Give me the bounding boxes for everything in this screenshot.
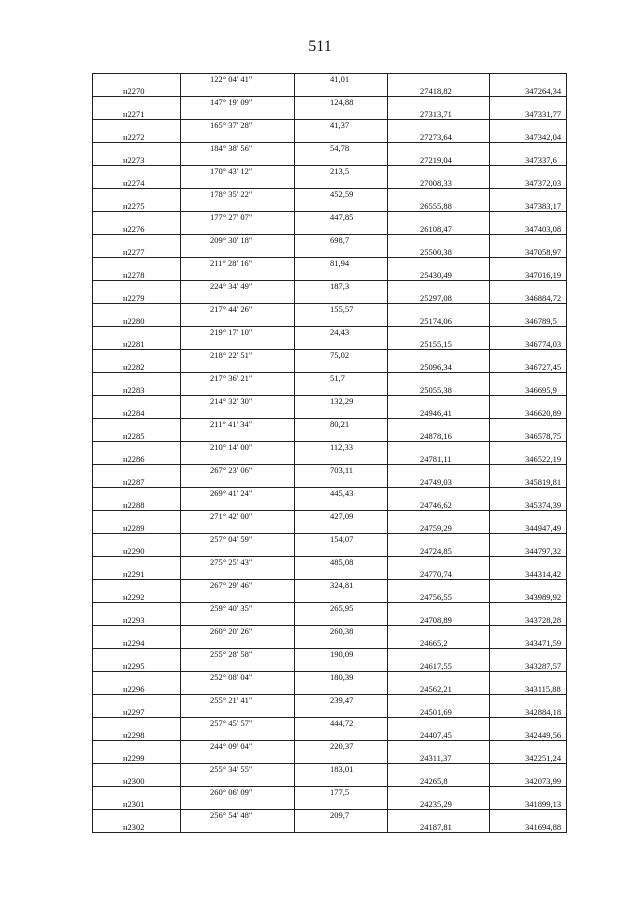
bearing-angle: 219° 17' 10" <box>210 327 253 337</box>
bearing-angle: 217° 44' 26" <box>210 304 253 314</box>
segment-length: 75,02 <box>330 350 350 360</box>
bearing-angle: 267° 23' 06" <box>210 465 253 475</box>
bearing-angle: 184° 38' 56" <box>210 143 253 153</box>
bearing-angle: 218° 22' 51" <box>210 350 253 360</box>
point-id: н2278 <box>123 269 145 280</box>
coord-x: 24311,37 <box>420 752 452 763</box>
point-row <box>93 408 566 420</box>
point-id: н2289 <box>123 522 145 533</box>
segment-length: 239,47 <box>330 695 354 705</box>
coord-y: 346522,19 <box>525 453 562 464</box>
coord-x: 25155,15 <box>420 338 452 349</box>
coord-y: 341694,88 <box>525 821 562 832</box>
bearing-angle: 210° 14' 00" <box>210 442 253 452</box>
coord-y: 346884,72 <box>525 292 562 303</box>
point-id: н2282 <box>123 361 145 372</box>
bearing-angle: 211° 28' 16" <box>210 258 253 268</box>
segment-length: 260,38 <box>330 626 354 636</box>
bearing-angle: 271° 42' 00" <box>210 511 253 521</box>
bearing-angle: 257° 04' 59" <box>210 534 253 544</box>
coord-x: 24724,85 <box>420 545 452 556</box>
segment-row <box>93 258 566 270</box>
segment-row <box>93 603 566 615</box>
segment-row <box>93 212 566 224</box>
point-id: н2285 <box>123 430 145 441</box>
point-id: н2293 <box>123 614 145 625</box>
segment-row <box>93 511 566 523</box>
point-id: н2286 <box>123 453 145 464</box>
bearing-angle: 275° 25' 43" <box>210 557 253 567</box>
segment-length: 132,29 <box>330 396 354 406</box>
segment-length: 155,57 <box>330 304 354 314</box>
coord-x: 25096,34 <box>420 361 452 372</box>
point-id: н2297 <box>123 706 145 717</box>
coord-x: 27008,33 <box>420 177 452 188</box>
point-id: н2274 <box>123 177 145 188</box>
segment-row <box>93 97 566 109</box>
segment-length: 81,94 <box>330 258 350 268</box>
point-row <box>93 155 566 167</box>
bearing-angle: 255° 21' 41" <box>210 695 253 705</box>
point-row <box>93 477 566 489</box>
coord-y: 347403,08 <box>525 223 562 234</box>
coord-x: 24759,29 <box>420 522 452 533</box>
coord-x: 24617,55 <box>420 660 452 671</box>
segment-length: 444,72 <box>330 718 354 728</box>
point-id: н2275 <box>123 200 145 211</box>
segment-row <box>93 787 566 799</box>
coord-x: 24746,62 <box>420 499 452 510</box>
coord-y: 347016,19 <box>525 269 562 280</box>
point-row <box>93 776 566 788</box>
coord-x: 24749,03 <box>420 476 452 487</box>
segment-row <box>93 373 566 385</box>
point-id: н2302 <box>123 821 145 832</box>
point-row <box>93 799 566 811</box>
point-row <box>93 707 566 719</box>
coord-x: 26555,88 <box>420 200 452 211</box>
bearing-angle: 244° 09' 04" <box>210 741 253 751</box>
point-id: н2279 <box>123 292 145 303</box>
coord-y: 347342,04 <box>525 131 562 142</box>
point-row <box>93 569 566 581</box>
segment-row <box>93 557 566 569</box>
point-row <box>93 293 566 305</box>
point-id: н2296 <box>123 683 145 694</box>
segment-row <box>93 764 566 776</box>
coord-y: 343728,28 <box>525 614 562 625</box>
coord-x: 26108,47 <box>420 223 452 234</box>
coord-x: 24946,41 <box>420 407 452 418</box>
point-id: н2300 <box>123 775 145 786</box>
coord-y: 346578,75 <box>525 430 562 441</box>
segment-row <box>93 396 566 408</box>
coord-y: 342073,99 <box>525 775 562 786</box>
segment-row <box>93 327 566 339</box>
bearing-angle: 259° 40' 35" <box>210 603 253 613</box>
segment-row <box>93 304 566 316</box>
point-id: н2290 <box>123 545 145 556</box>
coord-y: 343471,59 <box>525 637 562 648</box>
segment-row <box>93 281 566 293</box>
coord-x: 25055,38 <box>420 384 452 395</box>
point-id: н2291 <box>123 568 145 579</box>
segment-length: 324,81 <box>330 580 354 590</box>
segment-row <box>93 626 566 638</box>
bearing-angle: 260° 20' 26" <box>210 626 253 636</box>
segment-row <box>93 235 566 247</box>
point-row <box>93 86 566 98</box>
segment-row <box>93 74 566 86</box>
bearing-angle: 255° 28' 58" <box>210 649 253 659</box>
bearing-angle: 256° 54' 48" <box>210 810 253 820</box>
bearing-angle: 214° 32' 30" <box>210 396 253 406</box>
coord-y: 346620,89 <box>525 407 562 418</box>
point-row <box>93 546 566 558</box>
coord-x: 25297,08 <box>420 292 452 303</box>
bearing-angle: 165° 37' 28" <box>210 120 253 130</box>
bearing-angle: 209° 30' 18" <box>210 235 253 245</box>
coord-x: 24781,11 <box>420 453 452 464</box>
point-id: н2295 <box>123 660 145 671</box>
point-row <box>93 247 566 259</box>
point-id: н2294 <box>123 637 145 648</box>
segment-length: 213,5 <box>330 166 350 176</box>
segment-length: 220,37 <box>330 741 354 751</box>
coord-x: 27219,04 <box>420 154 452 165</box>
point-id: н2280 <box>123 315 145 326</box>
coord-x: 24878,16 <box>420 430 452 441</box>
point-row <box>93 500 566 512</box>
point-id: н2283 <box>123 384 145 395</box>
segment-length: 41,01 <box>330 74 350 84</box>
coord-x: 24235,29 <box>420 798 452 809</box>
point-id: н2281 <box>123 338 145 349</box>
coord-y: 343287,57 <box>525 660 562 671</box>
point-id: н2298 <box>123 729 145 740</box>
bearing-angle: 260° 06' 09" <box>210 787 253 797</box>
point-row <box>93 385 566 397</box>
point-row <box>93 454 566 466</box>
coord-y: 347372,03 <box>525 177 562 188</box>
point-id: н2272 <box>123 131 145 142</box>
segment-length: 485,08 <box>330 557 354 567</box>
segment-row <box>93 649 566 661</box>
segment-length: 180,39 <box>330 672 354 682</box>
bearing-angle: 255° 34' 55" <box>210 764 253 774</box>
coord-y: 347264,34 <box>525 85 562 96</box>
segment-length: 265,95 <box>330 603 354 613</box>
bearing-angle: 170° 43' 12" <box>210 166 253 176</box>
segment-row <box>93 488 566 500</box>
segment-length: 177,5 <box>330 787 350 797</box>
coord-y: 347331,77 <box>525 108 562 119</box>
bearing-angle: 252° 08' 04" <box>210 672 253 682</box>
coord-y: 347337,6 <box>525 154 557 165</box>
coord-y: 347383,17 <box>525 200 562 211</box>
point-row <box>93 316 566 328</box>
bearing-angle: 177° 27' 07" <box>210 212 253 222</box>
point-row <box>93 201 566 213</box>
segment-row <box>93 419 566 431</box>
coord-x: 24265,8 <box>420 775 448 786</box>
coord-x: 24665,2 <box>420 637 448 648</box>
point-row <box>93 132 566 144</box>
point-id: н2292 <box>123 591 145 602</box>
coord-y: 346774,03 <box>525 338 562 349</box>
point-row <box>93 615 566 627</box>
point-row <box>93 822 566 834</box>
point-row <box>93 178 566 190</box>
point-row <box>93 753 566 765</box>
coord-y: 345819,81 <box>525 476 562 487</box>
page-number: 511 <box>308 38 332 55</box>
segment-row <box>93 695 566 707</box>
segment-length: 112,33 <box>330 442 354 452</box>
point-row <box>93 270 566 282</box>
coord-y: 342884,18 <box>525 706 562 717</box>
segment-length: 209,7 <box>330 810 350 820</box>
point-id: н2288 <box>123 499 145 510</box>
coordinates-table <box>92 73 567 833</box>
segment-length: 698,7 <box>330 235 350 245</box>
bearing-angle: 122° 04' 41" <box>210 74 253 84</box>
segment-row <box>93 189 566 201</box>
bearing-angle: 217° 36' 21" <box>210 373 253 383</box>
coord-x: 24501,69 <box>420 706 452 717</box>
coord-x: 24407,45 <box>420 729 452 740</box>
coord-x: 27418,82 <box>420 85 452 96</box>
bearing-angle: 211° 41' 34" <box>210 419 253 429</box>
segment-row <box>93 166 566 178</box>
coord-x: 25174,06 <box>420 315 452 326</box>
segment-length: 183,01 <box>330 764 354 774</box>
point-id: н2301 <box>123 798 145 809</box>
bearing-angle: 147° 19' 09" <box>210 97 253 107</box>
point-id: н2273 <box>123 154 145 165</box>
segment-length: 452,59 <box>330 189 354 199</box>
coord-y: 342449,56 <box>525 729 562 740</box>
segment-length: 154,07 <box>330 534 354 544</box>
segment-row <box>93 580 566 592</box>
segment-length: 427,09 <box>330 511 354 521</box>
coord-y: 346789,5 <box>525 315 557 326</box>
point-id: н2287 <box>123 476 145 487</box>
point-id: н2270 <box>123 85 145 96</box>
coord-x: 27273,64 <box>420 131 452 142</box>
coord-x: 25500,38 <box>420 246 452 257</box>
segment-row <box>93 465 566 477</box>
coord-y: 347058,97 <box>525 246 562 257</box>
point-row <box>93 362 566 374</box>
bearing-angle: 267° 29' 46" <box>210 580 253 590</box>
segment-row <box>93 350 566 362</box>
segment-length: 190,09 <box>330 649 354 659</box>
coord-y: 343989,92 <box>525 591 562 602</box>
point-row <box>93 339 566 351</box>
point-id: н2277 <box>123 246 145 257</box>
coord-y: 343115,88 <box>525 683 561 694</box>
bearing-angle: 178° 35' 22" <box>210 189 253 199</box>
segment-row <box>93 534 566 546</box>
segment-length: 41,37 <box>330 120 350 130</box>
coord-y: 342251,24 <box>525 752 562 763</box>
coord-x: 24756,55 <box>420 591 452 602</box>
coord-y: 344797,32 <box>525 545 562 556</box>
segment-row <box>93 810 566 822</box>
segment-row <box>93 718 566 730</box>
segment-length: 447,85 <box>330 212 354 222</box>
point-row <box>93 661 566 673</box>
coord-y: 341899,13 <box>525 798 562 809</box>
segment-length: 80,21 <box>330 419 350 429</box>
point-id: н2271 <box>123 108 145 119</box>
point-row <box>93 431 566 443</box>
coord-y: 344314,42 <box>525 568 562 579</box>
segment-length: 124,88 <box>330 97 354 107</box>
coord-y: 346695,9 <box>525 384 557 395</box>
coord-x: 27313,71 <box>420 108 452 119</box>
coord-y: 345374,39 <box>525 499 562 510</box>
bearing-angle: 224° 34' 49" <box>210 281 253 291</box>
coord-y: 344947,49 <box>525 522 562 533</box>
segment-row <box>93 442 566 454</box>
point-row <box>93 638 566 650</box>
point-id: н2284 <box>123 407 145 418</box>
segment-length: 187,3 <box>330 281 350 291</box>
coord-x: 24562,21 <box>420 683 452 694</box>
coord-x: 24708,89 <box>420 614 452 625</box>
coord-x: 25430,49 <box>420 269 452 280</box>
point-row <box>93 523 566 535</box>
segment-row <box>93 120 566 132</box>
point-row <box>93 224 566 236</box>
coord-x: 24770,74 <box>420 568 452 579</box>
segment-length: 445,43 <box>330 488 354 498</box>
point-id: н2276 <box>123 223 145 234</box>
point-id: н2299 <box>123 752 145 763</box>
coord-y: 346727,45 <box>525 361 562 372</box>
segment-row <box>93 672 566 684</box>
point-row <box>93 109 566 121</box>
point-row <box>93 592 566 604</box>
segment-row <box>93 143 566 155</box>
segment-length: 703,11 <box>330 465 354 475</box>
bearing-angle: 257° 45' 57" <box>210 718 253 728</box>
bearing-angle: 269° 41' 24" <box>210 488 253 498</box>
segment-row <box>93 741 566 753</box>
segment-length: 51,7 <box>330 373 345 383</box>
point-row <box>93 730 566 742</box>
segment-length: 24,43 <box>330 327 350 337</box>
segment-length: 54,78 <box>330 143 350 153</box>
point-row <box>93 684 566 696</box>
coord-x: 24187,81 <box>420 821 452 832</box>
